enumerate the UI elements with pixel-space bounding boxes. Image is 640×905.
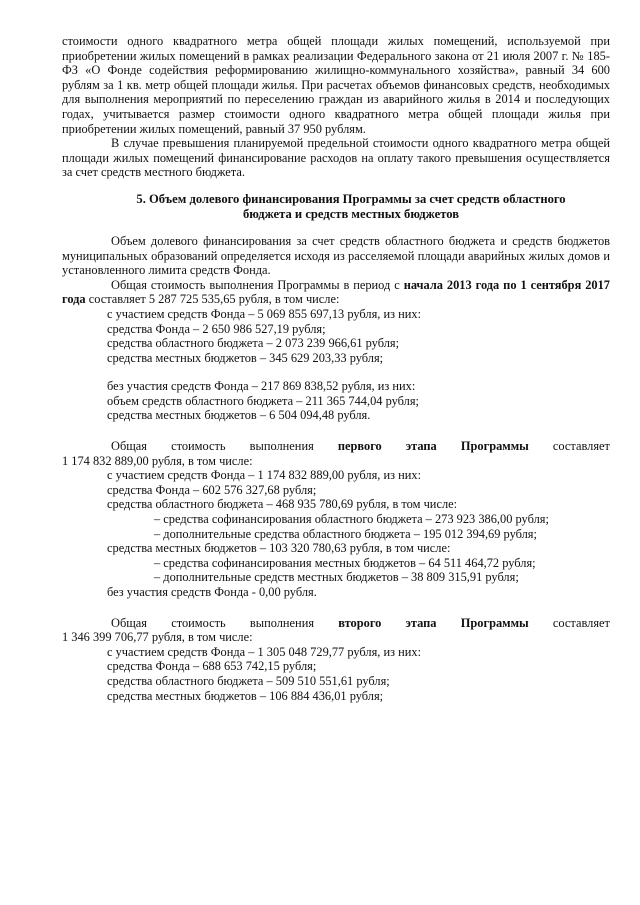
- stage2-regional: средства областного бюджета – 509 510 551,61 рубля;: [107, 673, 390, 688]
- stage1-heading-line: [62, 439, 610, 454]
- total-line-regional: средства областного бюджета – 2 073 239 966,61 рубля;: [107, 336, 400, 351]
- stage1-local: средства местных бюджетов – 103 320 780,63 рубля, в том числе:: [107, 541, 451, 556]
- total-line-without-regional: объем средств областного бюджета – 211 365 744,04 рубля;: [107, 393, 419, 408]
- stage2-name-word: второго: [338, 615, 382, 630]
- total-cost-text-end: составляет 5 287 725 535,65 рубля, в том числе:: [85, 292, 340, 307]
- stage1-local-cofinancing: – средства софинансирования местных бюджетов – 64 511 464,72 рубля;: [154, 555, 536, 570]
- stage1-name-word: Программы: [460, 439, 529, 454]
- stage2-name-word: Программы: [460, 615, 529, 630]
- word: выполнения: [249, 439, 314, 454]
- word: Общая: [111, 615, 147, 630]
- stage1-regional: средства областного бюджета – 468 935 780,69 рубля, в том числе:: [107, 497, 458, 512]
- document-page: [62, 34, 610, 703]
- intro-paragraph-1: стоимости одного квадратного метра общей площади жилых помещений, используемой при приобретении жилых помещений в рамках реализации Федерального закона от 21 июля 2007 г. № 185-ФЗ «О Фонде содействия реформированию жилищно-коммунального хозяйства», равный 34 600 рублям за 1 кв. метр общей площади жилья. При расчетах объемов финансовых средств, необходимых для выполнения мероприятий по переселению граждан из аварийного жилья в 2014 и последующих годах, учитывается размер стоимости одного квадратного метра общей площади жилья при приобретении жилых помещений, равный 37 950 рублям.: [62, 34, 610, 136]
- section-heading: [62, 192, 610, 222]
- section-heading-line-2: бюджета и средств местных бюджетов: [243, 206, 459, 221]
- stage1-regional-cofinancing: – средства софинансирования областного бюджета – 273 923 386,00 рубля;: [154, 512, 549, 527]
- intro-paragraph-2: В случае превышения планируемой предельной стоимости одного квадратного метра общей площади жилых помещений финансирование расходов на оплату такого превышения осуществляется за счет средств местного бюджета.: [62, 136, 610, 180]
- stage1-with-fund: с участием средств Фонда – 1 174 832 889,00 рубля, из них:: [107, 468, 422, 483]
- stage1-name-word: этапа: [405, 439, 437, 454]
- stage2-fund: средства Фонда – 688 653 742,15 рубля;: [107, 659, 317, 674]
- stage1-fund: средства Фонда – 602 576 327,68 рубля;: [107, 482, 317, 497]
- stage2-name-word: этапа: [405, 615, 437, 630]
- spacer: [62, 423, 610, 439]
- stage1-without-fund: без участия средств Фонда - 0,00 рубля.: [107, 585, 317, 599]
- total-cost-paragraph: [62, 278, 610, 307]
- stage2-local: средства местных бюджетов – 106 884 436,01 рубля;: [107, 688, 384, 703]
- spacer: [62, 600, 610, 616]
- stage1-name-word: первого: [337, 439, 382, 454]
- stage2-total: 1 346 399 706,77 рубля, в том числе:: [62, 630, 253, 645]
- word: составляет: [552, 439, 610, 454]
- stage1-regional-additional: – дополнительные средства областного бюджета – 195 012 394,69 рубля;: [154, 526, 537, 541]
- stage2-heading-line: [62, 616, 610, 631]
- stage1-local-additional: – дополнительные средств местных бюджетов – 38 809 315,91 рубля;: [154, 570, 519, 585]
- stage1-total: 1 174 832 889,00 рубля, в том числе:: [62, 453, 253, 468]
- total-line-with-fund: с участием средств Фонда – 5 069 855 697,13 рубля, из них:: [107, 306, 422, 321]
- word: составляет: [552, 615, 610, 630]
- total-line-without-local: средства местных бюджетов – 6 504 094,48 рубля.: [107, 408, 371, 423]
- word: Общая: [111, 439, 147, 454]
- total-line-without-fund: без участия средств Фонда – 217 869 838,52 рубля, из них:: [107, 379, 416, 394]
- stage2-with-fund: с участием средств Фонда – 1 305 048 729,77 рубля, из них:: [107, 644, 422, 659]
- section-heading-line-1: 5. Объем долевого финансирования Программы за счет средств областного: [136, 191, 566, 206]
- spacer: [62, 365, 610, 379]
- word: выполнения: [249, 615, 315, 630]
- word: стоимость: [171, 615, 226, 630]
- total-line-fund: средства Фонда – 2 650 986 527,19 рубля;: [107, 321, 326, 336]
- total-cost-text-start: Общая стоимость выполнения Программы в период с: [111, 277, 404, 292]
- total-cost-period: начала 2013 года по 1 сентября 2017 года: [62, 277, 610, 307]
- total-line-local: средства местных бюджетов – 345 629 203,33 рубля;: [107, 350, 384, 365]
- section-paragraph-1: Объем долевого финансирования за счет средств областного бюджета и средств бюджетов муниципальных образований определяется исходя из расселяемой площади аварийных жилых домов и установленного лимита средств Фонда.: [62, 233, 610, 278]
- word: стоимость: [171, 439, 226, 454]
